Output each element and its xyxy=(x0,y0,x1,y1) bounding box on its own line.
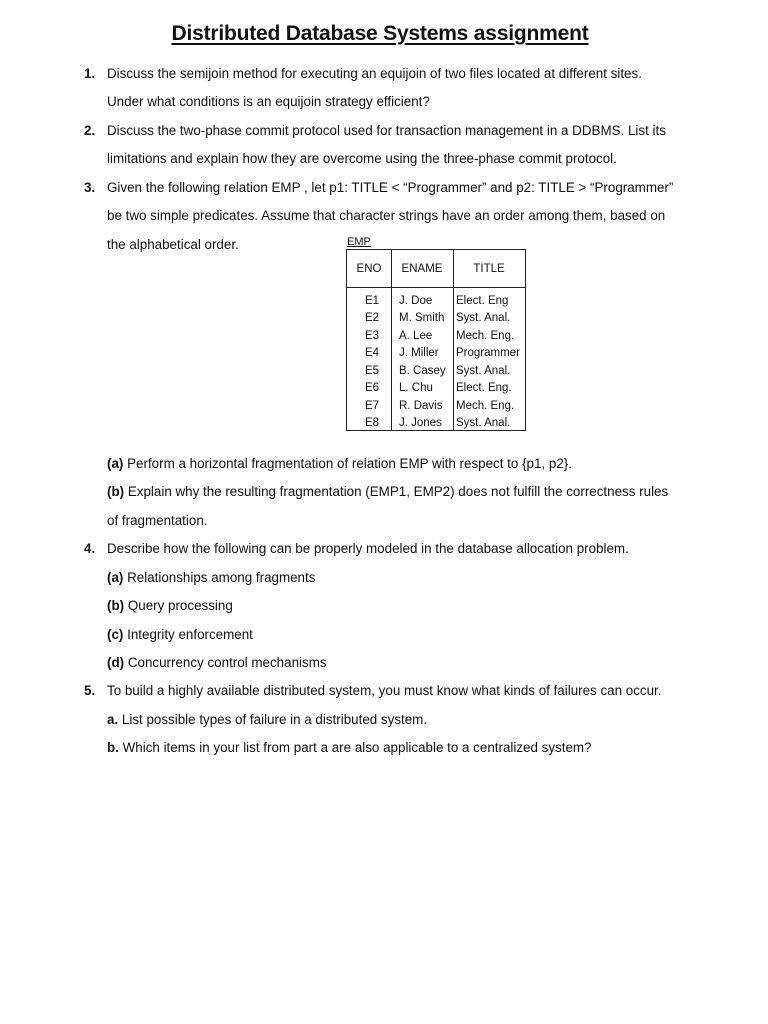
sub-question-text: Perform a horizontal fragmentation of relation EMP with respect to {p1, p2}. xyxy=(127,456,572,471)
table-cell-title: Syst. Anal. xyxy=(456,365,511,377)
sub-question-label: (a) xyxy=(107,456,124,471)
sub-question-text: Which items in your list from part a are also applicable to a centralized system? xyxy=(122,740,592,755)
table-cell-title: Mech. Eng. xyxy=(456,330,515,342)
question-number: 3. xyxy=(84,180,96,195)
sub-question-text: Integrity enforcement xyxy=(127,627,253,642)
column-header-eno: ENO xyxy=(356,263,382,275)
table-cell-ename: R. Davis xyxy=(399,400,443,412)
sub-question-label: (d) xyxy=(107,655,125,670)
table-cell-eno: E4 xyxy=(365,347,380,359)
sub-question-a xyxy=(107,455,572,473)
question-text-line: be two simple predicates. Assume that character strings have an order among them, based on xyxy=(107,208,666,223)
sub-question-d xyxy=(107,654,327,672)
question-number: 2. xyxy=(84,123,96,138)
table-cell-ename: A. Lee xyxy=(399,330,433,342)
question-text-line: limitations and explain how they are overcome using the three-phase commit protocol. xyxy=(107,151,617,166)
sub-question-label: (a) xyxy=(107,570,124,585)
table-cell-eno: E6 xyxy=(365,382,380,394)
sub-question-label: (c) xyxy=(107,627,124,642)
table-cell-eno: E1 xyxy=(365,295,380,307)
sub-question-b xyxy=(107,483,668,501)
table-cell-title: Mech. Eng. xyxy=(456,400,515,412)
table-cell-ename: B. Casey xyxy=(399,365,446,377)
table-cell-ename: J. Doe xyxy=(399,295,433,307)
table-cell-ename: J. Miller xyxy=(399,347,439,359)
table-cell-eno: E7 xyxy=(365,400,380,412)
table-cell-title: Programmer xyxy=(456,347,520,359)
question-text-line: Discuss the semijoin method for executing an equijoin of two files located at different sites. xyxy=(107,66,642,81)
sub-question-c xyxy=(107,626,253,644)
table-cell-eno: E3 xyxy=(365,330,380,342)
sub-question-b xyxy=(107,597,233,615)
question-number: 4. xyxy=(84,541,96,556)
sub-question-text: Relationships among fragments xyxy=(127,570,316,585)
question-text-line: Under what conditions is an equijoin strategy efficient? xyxy=(107,94,430,109)
question-number: 1. xyxy=(84,66,96,81)
table-cell-ename: L. Chu xyxy=(399,382,433,394)
sub-question-a xyxy=(107,569,315,587)
sub-question-text: Concurrency control mechanisms xyxy=(127,655,327,670)
table-cell-title: Syst. Anal. xyxy=(456,312,511,324)
column-header-ename: ENAME xyxy=(401,263,443,275)
table-cell-title: Elect. Eng. xyxy=(456,382,512,394)
sub-question-label: b. xyxy=(107,740,119,755)
emp-table-caption: EMP xyxy=(347,236,371,248)
sub-question-text-line: of fragmentation. xyxy=(107,513,208,528)
column-header-title: TITLE xyxy=(473,263,505,275)
sub-question-text: Explain why the resulting fragmentation (EMP1, EMP2) does not fulfill the correctness rules xyxy=(127,484,669,499)
sub-question-text: List possible types of failure in a distributed system. xyxy=(121,712,428,727)
table-cell-ename: J. Jones xyxy=(399,417,442,429)
question-text-line: Given the following relation EMP , let p1: TITLE < “Programmer” and p2: TITLE > “Programmer” xyxy=(107,180,674,195)
sub-question-text: Query processing xyxy=(127,598,233,613)
table-cell-ename: M. Smith xyxy=(399,312,445,324)
column-divider xyxy=(453,250,454,430)
emp-relation-table xyxy=(346,249,526,431)
table-cell-eno: E5 xyxy=(365,365,380,377)
question-text-line: Discuss the two-phase commit protocol used for transaction management in a DDBMS. List its xyxy=(107,123,666,138)
sub-question-a xyxy=(107,711,427,729)
table-cell-title: Syst. Anal. xyxy=(456,417,511,429)
question-text-line: To build a highly available distributed system, you must know what kinds of failures can occur. xyxy=(107,683,662,698)
question-number: 5. xyxy=(84,683,96,698)
page-title: Distributed Database Systems assignment xyxy=(171,22,589,45)
sub-question-label: (b) xyxy=(107,484,125,499)
sub-question-label: a. xyxy=(107,712,119,727)
sub-question-label: (b) xyxy=(107,598,125,613)
sub-question-b xyxy=(107,739,592,757)
table-cell-title: Elect. Eng xyxy=(456,295,509,307)
header-divider xyxy=(347,287,525,288)
table-cell-eno: E8 xyxy=(365,417,380,429)
column-divider xyxy=(391,250,392,430)
question-text-line: Describe how the following can be properly modeled in the database allocation problem. xyxy=(107,541,629,556)
table-cell-eno: E2 xyxy=(365,312,380,324)
question-text-line: the alphabetical order. xyxy=(107,237,239,252)
